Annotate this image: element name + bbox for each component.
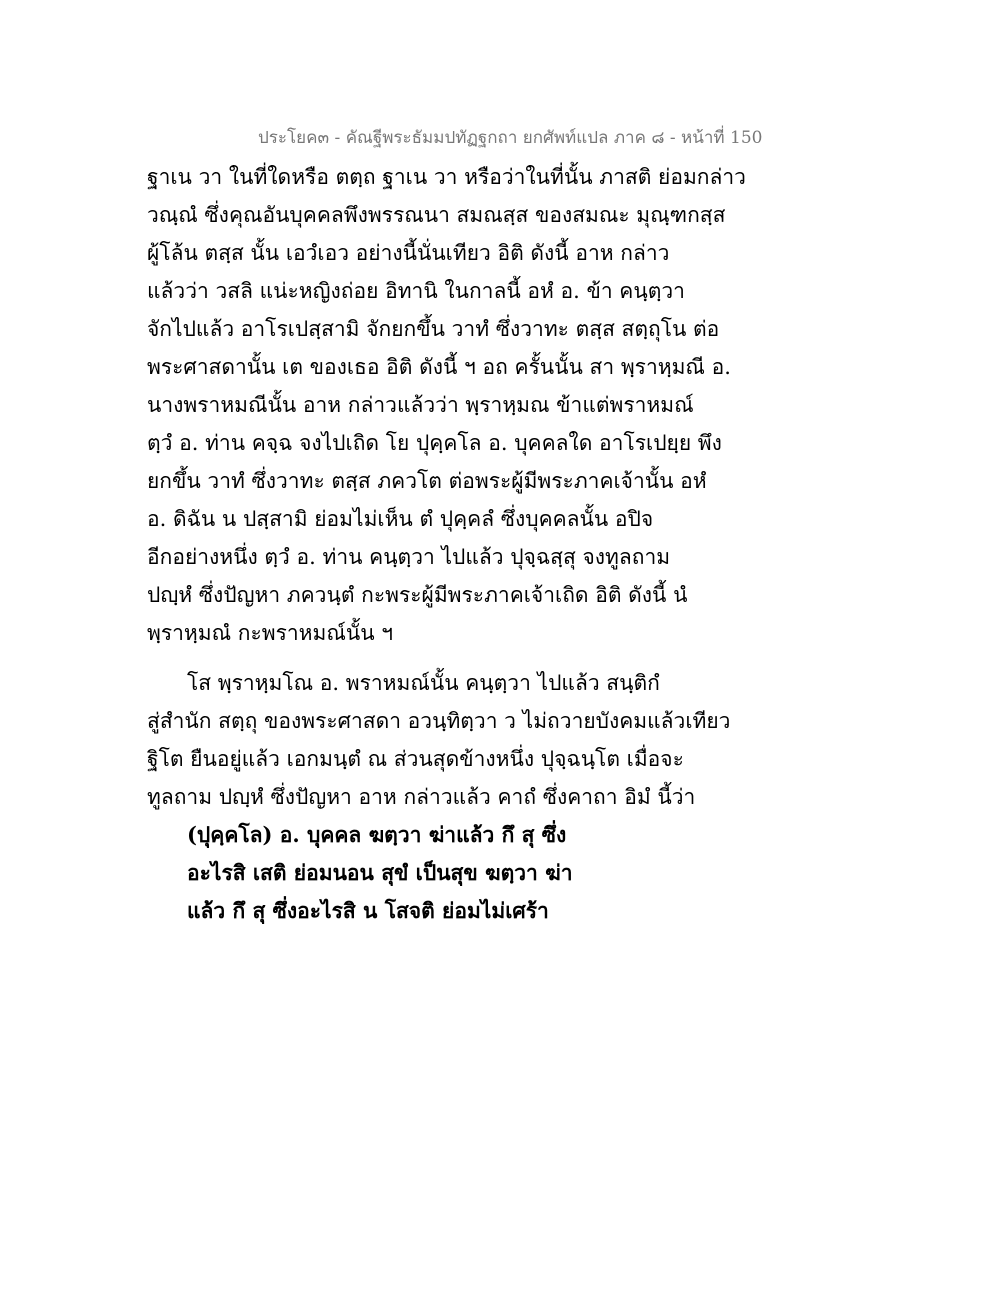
verse-line: (ปุคฺคโล) อ. บุคคล ฆตฺวา ฆ่าแล้ว กึ สุ ซึ่ง — [187, 822, 567, 847]
verse-line: อะไรสิ เสติ ย่อมนอน สุขํ เป็นสุข ฆตฺวา ฆ่า — [187, 860, 573, 885]
text-line: แล้วว่า วสลิ แน่ะหญิงถ่อย อิทานิ ในกาลนี้ อหํ อ. ข้า คนฺตฺวา — [147, 279, 685, 303]
text-line: อ. ดิฉัน น ปสฺสามิ ย่อมไม่เห็น ตํ ปุคฺคลํ ซึ่งบุคคลนั้น อปิจ — [147, 507, 654, 531]
paragraph-2 — [147, 664, 867, 816]
text-line: ฐาเน วา ในที่ใดหรือ ตตฺถ ฐาเน วา หรือว่าในที่นั้น ภาสติ ย่อมกล่าว — [147, 165, 746, 189]
text-line: ฐิโต ยืนอยู่แล้ว เอกมนฺตํ ณ ส่วนสุดข้างหนึ่ง ปุจฺฉนฺโต เมื่อจะ — [147, 747, 684, 771]
text-line: อีกอย่างหนึ่ง ตฺวํ อ. ท่าน คนฺตฺวา ไปแล้ว ปุจฺฉสฺสุ จงทูลถาม — [147, 545, 671, 569]
text-line: ผู้โล้น ตสฺส นั้น เอวํเอว อย่างนี้นั่นเทียว อิติ ดังนี้ อาห กล่าว — [147, 241, 670, 265]
text-line: ยกขึ้น วาทํ ซึ่งวาทะ ตสฺส ภควโต ต่อพระผู้มีพระภาคเจ้านั้น อหํ — [147, 469, 707, 493]
text-line: ปญฺหํ ซึ่งปัญหา ภควนฺตํ กะพระผู้มีพระภาคเจ้าเถิด อิติ ดังนี้ นํ — [147, 583, 688, 607]
paragraph-1 — [147, 158, 867, 652]
verse-line: แล้ว กึ สุ ซึ่งอะไรสิ น โสจติ ย่อมไม่เศร้า — [187, 898, 549, 923]
text-line: โส พฺราหฺมโณ อ. พราหมณ์นั้น คนฺตฺวา ไปแล้ว สนฺติกํ — [187, 671, 660, 695]
text-line: จักไปแล้ว อาโรเปสฺสามิ จักยกขึ้น วาทํ ซึ่งวาทะ ตสฺส สตฺถุโน ต่อ — [147, 317, 720, 341]
text-line: สู่สำนัก สตฺถุ ของพระศาสดา อวนฺทิตฺวา ว ไม่ถวายบังคมแล้วเทียว — [147, 709, 731, 733]
text-line: ทูลถาม ปญฺหํ ซึ่งปัญหา อาห กล่าวแล้ว คาถํ ซึ่งคาถา อิมํ นี้ว่า — [147, 785, 696, 809]
body-text — [147, 158, 867, 930]
text-line: พฺราหฺมณํ กะพราหมณ์นั้น ฯ — [147, 621, 394, 645]
running-header: ประโยค๓ - คัณฐีพระธัมมปทัฏฐกถา ยกศัพท์แปล ภาค ๘ - หน้าที่ 150 — [258, 128, 763, 148]
text-line: นางพราหมณีนั้น อาห กล่าวแล้วว่า พฺราหฺมณ ข้าแต่พราหมณ์ — [147, 393, 694, 417]
text-line: ตฺวํ อ. ท่าน คจฺฉ จงไปเถิด โย ปุคฺคโล อ. บุคคลใด อาโรเปยฺย พึง — [147, 431, 722, 455]
verse-block — [147, 816, 867, 930]
text-line: วณฺณํ ซึ่งคุณอันบุคคลพึงพรรณนา สมณสฺส ของสมณะ มุณฺฑกสฺส — [147, 203, 726, 227]
text-line: พระศาสดานั้น เต ของเธอ อิติ ดังนี้ ฯ อถ ครั้นนั้น สา พฺราหฺมณี อ. — [147, 355, 731, 379]
